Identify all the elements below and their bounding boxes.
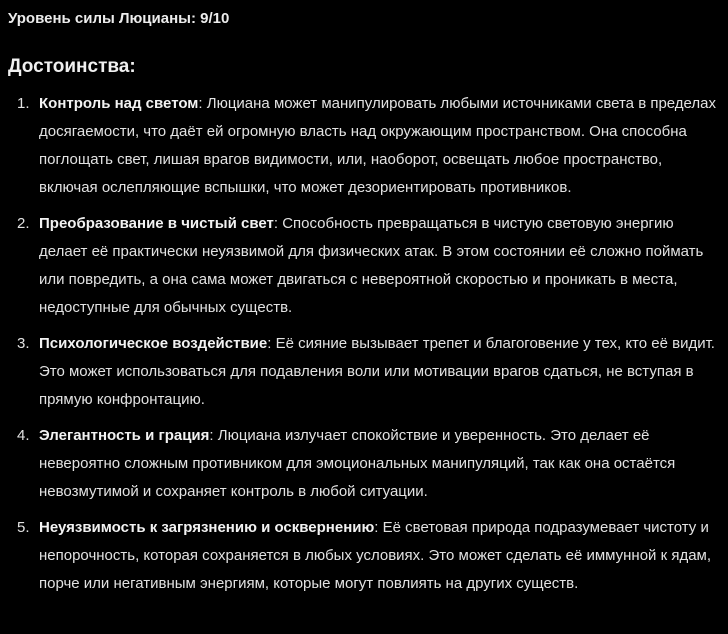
advantage-title: Элегантность и грация [39, 427, 210, 444]
advantage-item [8, 90, 722, 202]
advantage-text: : Её световая природа подразумевает чистоту и непорочность, которая сохраняется в любых условиях. Это может сделать её иммунной к ядам, порче или негативным энергиям, которые могут повлиять на других существ. [39, 519, 712, 592]
advantage-text: : Люциана может манипулировать любыми источниками света в пределах досягаемости, что даёт ей огромную власть над окружающим пространством. Она способна поглощать свет, лишая врагов видимости, или, наоборот, освещать любое пространство, включая ослепляющие вспышки, что может дезориентировать противников. [39, 95, 716, 196]
advantage-item [8, 210, 722, 322]
advantages-heading: Достоинства: [8, 56, 136, 77]
advantage-item [8, 330, 722, 414]
advantage-item [8, 514, 722, 598]
advantage-title: Психологическое воздействие [39, 335, 268, 352]
advantage-number: 2. [17, 215, 30, 232]
advantages-list [8, 90, 722, 598]
advantage-number: 1. [17, 95, 30, 112]
advantage-number: 4. [17, 427, 30, 444]
power-level-line: Уровень силы Люцианы: 9/10 [8, 10, 230, 27]
advantage-text: : Люциана излучает спокойствие и уверенность. Это делает её невероятно сложным противником для эмоциональных манипуляций, так как она остаётся невозмутимой и сохраняет контроль в любой ситуации. [39, 427, 676, 500]
advantage-number: 5. [17, 519, 30, 536]
advantage-item [8, 422, 722, 506]
advantage-number: 3. [17, 335, 30, 352]
advantage-title: Неуязвимость к загрязнению и осквернению [39, 519, 375, 536]
advantage-title: Преобразование в чистый свет [39, 215, 274, 232]
advantage-text: : Её сияние вызывает трепет и благоговение у тех, кто её видит. Это может использоваться для подавления воли или мотивации врагов сдаться, не вступая в прямую конфронтацию. [39, 335, 715, 408]
advantage-text: : Способность превращаться в чистую световую энергию делает её практически неуязвимой для физических атак. В этом состоянии её сложно поймать или повредить, а она сама может двигаться с невероятной скоростью и проникать в места, недоступные для обычных существ. [39, 215, 704, 316]
advantage-title: Контроль над светом [39, 95, 199, 112]
